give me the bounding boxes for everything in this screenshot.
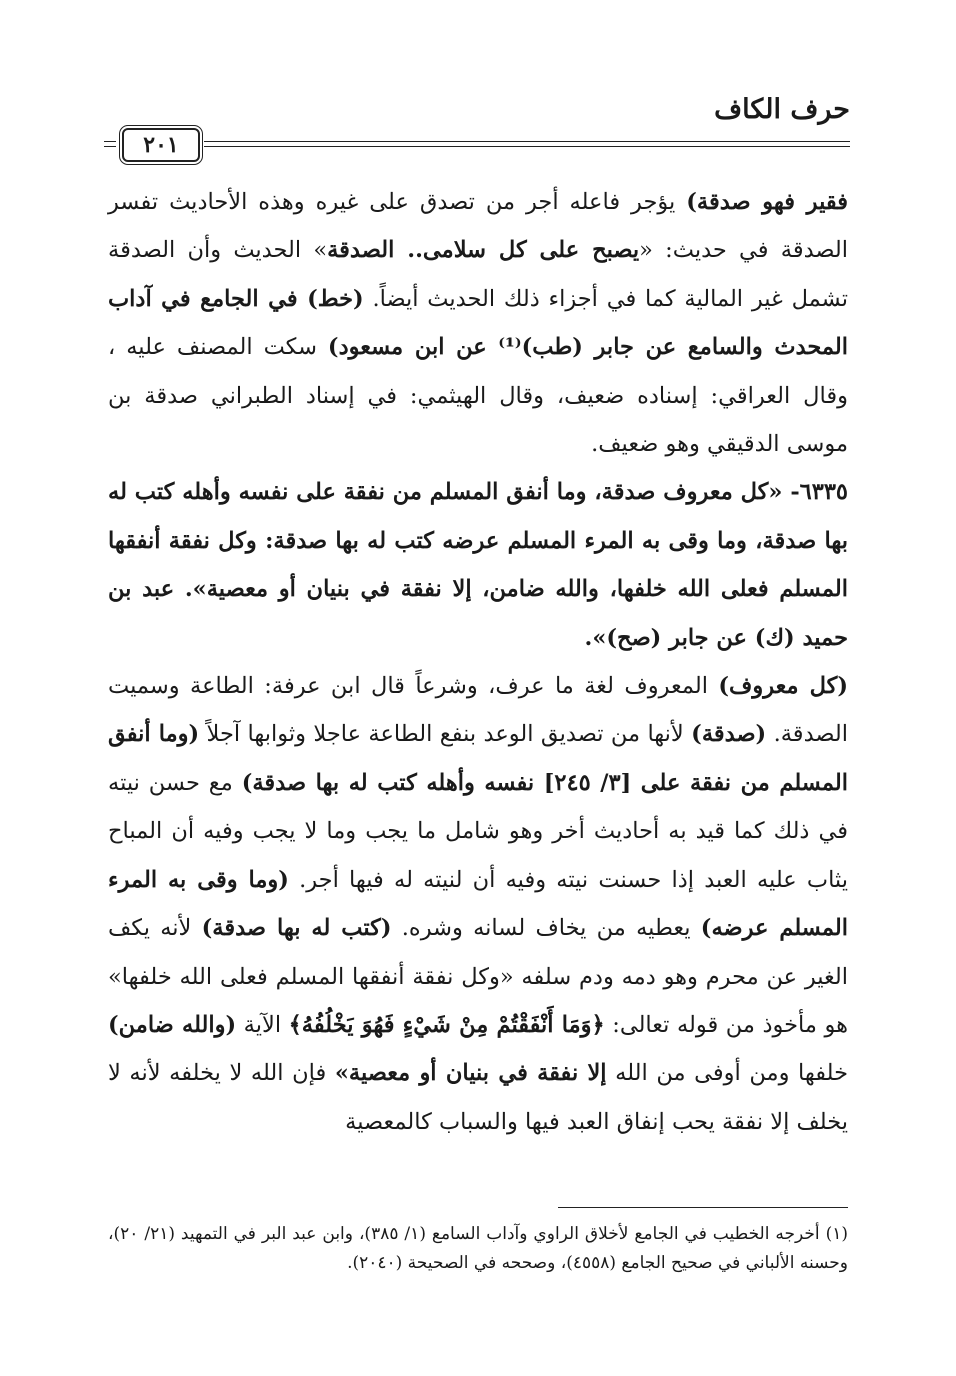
page-number: ٢٠١ — [122, 128, 200, 162]
bold-span: (والله ضامن) — [108, 1011, 237, 1038]
bold-span: (خط) في الجامع في آداب المحدث والسامع عن جابر (طب)⁽¹⁾ عن ابن مسعود) — [108, 285, 848, 361]
bold-span: (وما أنفق المسلم من نفقة على [٣/ ٢٤٥] نفسه وأهله كتب له بها صدقة) — [108, 721, 848, 796]
footnotes — [108, 1220, 848, 1278]
paragraph-1 — [108, 178, 848, 468]
text-span: مع حسن نيته في ذلك كما قيد به أحاديث أخر وهو شامل ما يجب وما لا يجب وفيه أن المباح يثاب عليه العبد إذا حسنت نيته وفيه أن لنيته له فيها أجر. — [108, 769, 848, 893]
text-span: المعروف لغة ما عرف، وشرعاً قال ابن عرفة: الطاعة وسميت الصدقة. — [108, 673, 848, 748]
bold-span: إلا نفقة في بنيان أو معصية» — [334, 1060, 607, 1087]
footnote-separator — [558, 1207, 848, 1208]
text-span: » الحديث وأن الصدقة تشمل غير المالية كما في أجزاء ذلك الحديث أيضاً. — [108, 237, 848, 312]
header-rule — [104, 128, 850, 168]
text-span: الآية — [236, 1011, 289, 1038]
rule-tick — [104, 141, 116, 147]
bold-span: يصبح على كل سلامى.. الصدقة — [327, 237, 640, 264]
running-title: حرف الكاف — [714, 94, 850, 125]
paragraph-3 — [108, 662, 848, 1146]
text-span: يعطيه من يخاف لسانه وشره. — [391, 915, 701, 942]
bold-span: (صدقة) — [691, 721, 767, 748]
text-span: لأنها من تصديق الوعد بنفع الطاعة عاجلا وثوابها آجلاً — [199, 721, 692, 748]
hadith-6335: ٦٣٣٥- «كل معروف صدقة، وما أنفق المسلم من نفقة على نفسه وأهله كتب له بها صدقة، وما وقى به المرء المسلم عرضه كتب له بها صدقة: وكل نفقة أنفقها المسلم فعلى الله خلفها، والله ضامن، إلا نفقة في بنيان أو معصية». عبد بن حميد (ك) عن جابر (صح)». — [108, 479, 848, 651]
quran-quote: ﴿وَمَا أَنْفَقْتُمْ مِنْ شَيْءٍ فَهُوَ يَخْلُفُهُ﴾ — [288, 1011, 605, 1038]
bold-span: (وما وقى به المرء المسلم عرضه) — [108, 866, 848, 942]
double-rule-line — [204, 141, 850, 147]
bold-span: (كتب له بها صدقة) — [201, 915, 392, 942]
text-span: يؤجر فاعله أجر من تصدق على غيره وهذه الأحاديث تفسر الصدقة في حديث: « — [108, 189, 849, 264]
footnote-1: (١) أخرجه الخطيب في الجامع لأخلاق الراوي وآداب السامع (١/ ٣٨٥)، وابن عبد البر في التمهيد (٢١/ ٢٠)، وحسنه الألباني في صحيح الجامع (٤٥٥٨)، وصححه في الصحيحة (٢٠٤٠). — [108, 1224, 848, 1273]
text-span: خلفها ومن أوفى من الله — [606, 1060, 848, 1087]
bold-span: فقير فهو صدقة) — [686, 189, 848, 215]
text-span: فإن الله لا يخلفه لأنه لا يخلف إلا نفقة يحب إنفاق العبد فيها والسباب كالمعصية — [108, 1060, 848, 1135]
text-span: سكت المصنف عليه ، وقال العراقي: إسناده ضعيف، وقال الهيثمي: في إسناد الطبراني صدقة بن موسى الدقيقي وهو ضعيف. — [108, 334, 848, 458]
bold-span: (كل معروف) — [718, 673, 849, 700]
text-span: لأنه يكف الغير عن محرم وهو دمه ودم سلفه «وكل نفقة أنفقها المسلم فعلى الله خلفها» هو مأخوذ من قوله تعالى: — [108, 915, 848, 1038]
main-text — [108, 178, 848, 1146]
